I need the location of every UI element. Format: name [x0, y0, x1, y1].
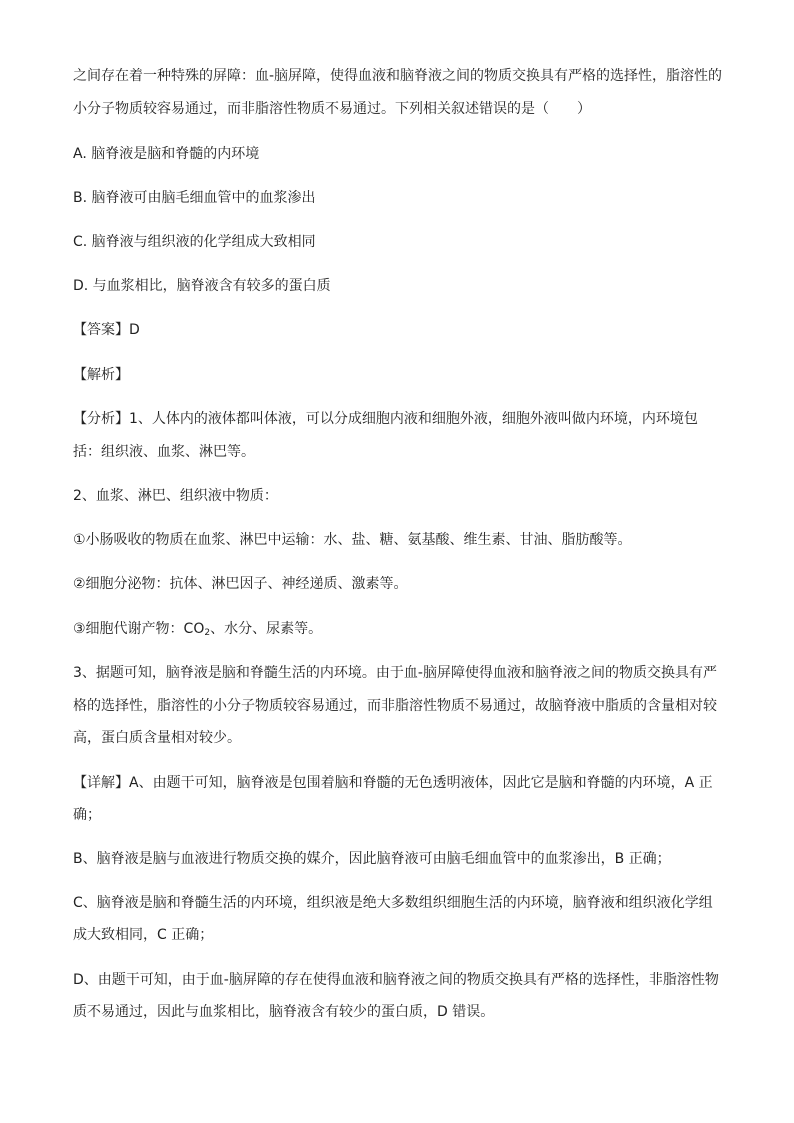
answer-line [73, 320, 140, 340]
co2-subscript: 2 [204, 628, 211, 638]
question-stem-line-1: 之间存在着一种特殊的屏障：血-脑屏障，使得血液和脑脊液之间的物质交换具有严格的选择性，脂溶性的 [73, 68, 723, 84]
option-b: B. 脑脊液可由脑毛细血管中的血浆渗出 [73, 190, 316, 206]
option-c: C. 脑脊液与组织液的化学组成大致相同 [73, 234, 316, 250]
point3-line-3: 高，蛋白质含量相对较少。 [73, 730, 241, 746]
answer-label: 【答案】 [73, 322, 129, 338]
point2-item-3 [73, 619, 322, 643]
point2-item-2: ②细胞分泌物：抗体、淋巴因子、神经递质、激素等。 [73, 576, 408, 592]
detail-c-line-2: 成大致相同，C 正确； [73, 927, 214, 943]
point3-line-2: 格的选择性，脂溶性的小分子物质较容易通过，而非脂溶性物质不易通过，故脑脊液中脂质的含量相对较 [73, 698, 717, 714]
option-a: A. 脑脊液是脑和脊髓的内环境 [73, 146, 260, 162]
point2-item-3-post: 、水分、尿素等。 [210, 621, 323, 637]
analysis-fenxi-line-2: 括：组织液、血浆、淋巴等。 [73, 444, 255, 460]
point2-item-1: ①小肠吸收的物质在血浆、淋巴中运输：水、盐、糖、氨基酸、维生素、甘油、脂肪酸等。 [73, 532, 632, 548]
point3-line-1: 3、据题可知，脑脊液是脑和脊髓生活的内环境。由于血-脑屏障使得血液和脑脊液之间的物质交换具有严 [73, 665, 717, 681]
answer-value: D [129, 322, 140, 338]
option-d: D. 与血浆相比，脑脊液含有较多的蛋白质 [73, 278, 331, 294]
analysis-fenxi-line-1: 【分析】1、人体内的液体都叫体液，可以分成细胞内液和细胞外液，细胞外液叫做内环境，内环境包 [73, 411, 698, 427]
detail-a-line-2: 确； [73, 807, 101, 823]
point2-item-3-pre: ③细胞代谢产物：CO [73, 621, 205, 637]
detail-d-line-1: D、由题干可知，由于血-脑屏障的存在使得血液和脑脊液之间的物质交换具有严格的选择性，非脂溶性物 [73, 972, 719, 988]
detail-c-line-1: C、脑脊液是脑和脊髓生活的内环境，组织液是绝大多数组织细胞生活的内环境，脑脊液和组织液化学组 [73, 895, 713, 911]
point2-title: 2、血浆、淋巴、组织液中物质： [73, 488, 278, 504]
detail-b: B、脑脊液是脑与血液进行物质交换的媒介，因此脑脊液可由脑毛细血管中的血浆渗出，B 正确； [73, 851, 671, 867]
detail-d-line-2: 质不易通过，因此与血浆相比，脑脊液含有较少的蛋白质，D 错误。 [73, 1004, 495, 1020]
analysis-label: 【解析】 [73, 367, 129, 383]
detail-a-line-1: 【详解】A、由题干可知，脑脊液是包围着脑和脊髓的无色透明液体，因此它是脑和脊髓的内环境，A 正 [73, 775, 713, 791]
question-stem-line-2: 小分子物质较容易通过，而非脂溶性物质不易通过。下列相关叙述错误的是（ ） [73, 101, 591, 117]
